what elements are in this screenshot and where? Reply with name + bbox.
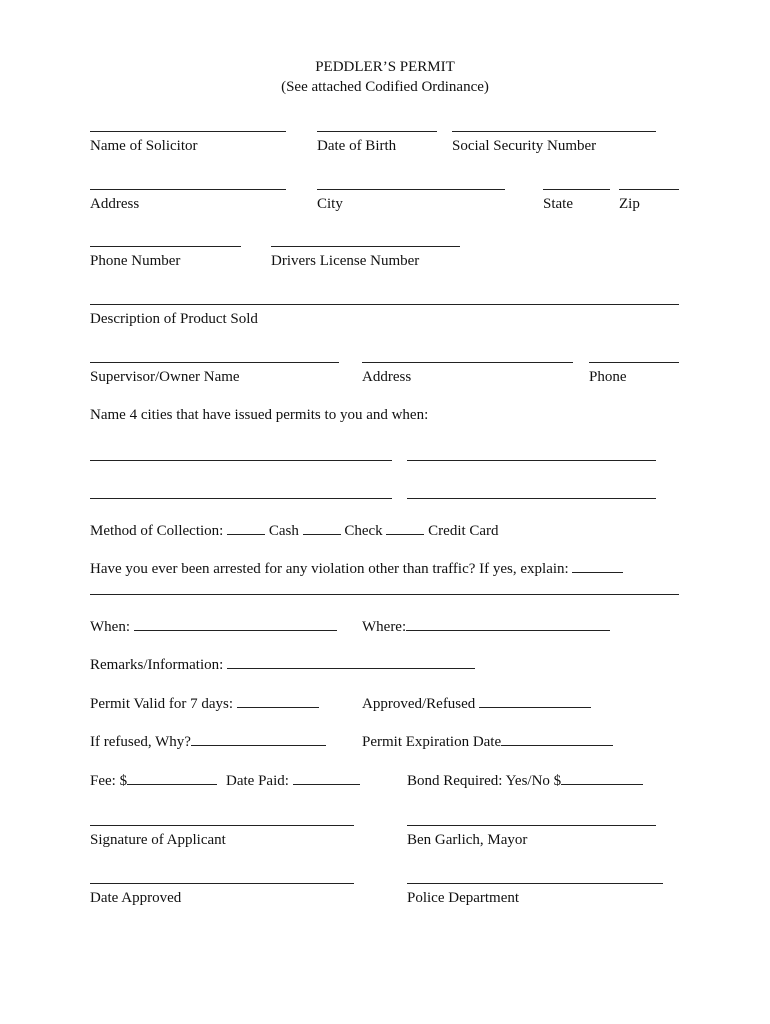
city-permit-line-2[interactable]	[407, 460, 656, 461]
remarks-blank[interactable]	[227, 656, 475, 669]
mayor-signature-field[interactable]	[407, 825, 656, 849]
bond-blank[interactable]	[561, 772, 643, 785]
mayor-signature-label: Ben Garlich, Mayor	[407, 832, 528, 848]
refused-why-blank[interactable]	[191, 733, 326, 746]
date-of-birth-field[interactable]	[317, 131, 437, 155]
bond-row	[407, 772, 643, 790]
where-row	[362, 618, 610, 636]
address-field[interactable]	[90, 189, 286, 213]
supervisor-name-label: Supervisor/Owner Name	[90, 369, 240, 385]
collection-row	[90, 522, 499, 540]
cash-label: Cash	[268, 523, 299, 539]
arrested-explain-line[interactable]	[90, 594, 679, 595]
supervisor-phone-label: Phone	[589, 369, 627, 385]
phone-number-label: Phone Number	[90, 253, 181, 269]
city-permit-line-1[interactable]	[90, 460, 392, 461]
expiration-label: Permit Expiration Date	[362, 734, 502, 750]
form-subtitle: (See attached Codified Ordinance)	[281, 79, 489, 95]
remarks-row	[90, 656, 475, 674]
when-label: When:	[90, 619, 130, 635]
police-department-label: Police Department	[407, 890, 520, 906]
phone-number-field[interactable]	[90, 246, 241, 270]
supervisor-name-field[interactable]	[90, 362, 339, 386]
where-blank[interactable]	[406, 618, 610, 631]
date-approved-label: Date Approved	[90, 890, 182, 906]
permit-valid-label: Permit Valid for 7 days:	[90, 696, 234, 712]
name-of-solicitor-label: Name of Solicitor	[90, 138, 198, 154]
state-field[interactable]	[543, 189, 610, 213]
refused-why-row	[90, 733, 326, 751]
name-of-solicitor-field[interactable]	[90, 131, 286, 155]
cash-blank[interactable]	[227, 522, 265, 535]
city-permit-line-4[interactable]	[407, 498, 656, 499]
city-permit-line-3[interactable]	[90, 498, 392, 499]
expiration-blank[interactable]	[501, 733, 613, 746]
address-label: Address	[90, 196, 140, 212]
arrested-row	[90, 560, 623, 578]
cities-prompt: Name 4 cities that have issued permits to you and when:	[90, 407, 429, 423]
supervisor-address-label: Address	[362, 369, 412, 385]
approved-refused-row	[362, 695, 591, 713]
supervisor-phone-field[interactable]	[589, 362, 679, 386]
supervisor-address-field[interactable]	[362, 362, 573, 386]
remarks-label: Remarks/Information:	[90, 657, 224, 673]
refused-why-label: If refused, Why?	[90, 734, 191, 750]
where-label: Where:	[362, 619, 407, 635]
state-label: State	[543, 196, 573, 212]
fee-row	[90, 772, 217, 790]
applicant-signature-field[interactable]	[90, 825, 354, 849]
date-paid-label: Date Paid:	[226, 773, 289, 789]
check-label: Check	[344, 523, 383, 539]
when-row	[90, 618, 337, 636]
product-description-label: Description of Product Sold	[90, 311, 258, 327]
zip-field[interactable]	[619, 189, 679, 213]
approved-refused-blank[interactable]	[479, 695, 591, 708]
police-department-field[interactable]	[407, 883, 663, 907]
fee-blank[interactable]	[127, 772, 217, 785]
expiration-row	[362, 733, 613, 751]
approved-refused-label: Approved/Refused	[362, 696, 476, 712]
permit-valid-blank[interactable]	[237, 695, 319, 708]
date-of-birth-label: Date of Birth	[317, 138, 397, 154]
when-blank[interactable]	[134, 618, 337, 631]
permit-valid-row	[90, 695, 319, 713]
date-paid-row	[226, 772, 360, 790]
credit-card-label: Credit Card	[428, 523, 499, 539]
date-paid-blank[interactable]	[293, 772, 360, 785]
drivers-license-field[interactable]	[271, 246, 460, 270]
check-blank[interactable]	[303, 522, 341, 535]
bond-label: Bond Required: Yes/No $	[407, 773, 562, 789]
ssn-label: Social Security Number	[452, 138, 597, 154]
form-title: PEDDLER’S PERMIT	[315, 59, 455, 75]
applicant-signature-label: Signature of Applicant	[90, 832, 226, 848]
zip-label: Zip	[619, 196, 640, 212]
city-field[interactable]	[317, 189, 505, 213]
ssn-field[interactable]	[452, 131, 656, 155]
city-label: City	[317, 196, 343, 212]
date-approved-field[interactable]	[90, 883, 354, 907]
arrested-question: Have you ever been arrested for any violation other than traffic? If yes, explain:	[90, 561, 569, 577]
drivers-license-label: Drivers License Number	[271, 253, 420, 269]
collection-label: Method of Collection:	[90, 523, 224, 539]
credit-card-blank[interactable]	[386, 522, 424, 535]
fee-label: Fee: $	[90, 773, 128, 789]
product-description-field[interactable]	[90, 304, 679, 328]
arrested-answer-blank[interactable]	[572, 560, 623, 573]
